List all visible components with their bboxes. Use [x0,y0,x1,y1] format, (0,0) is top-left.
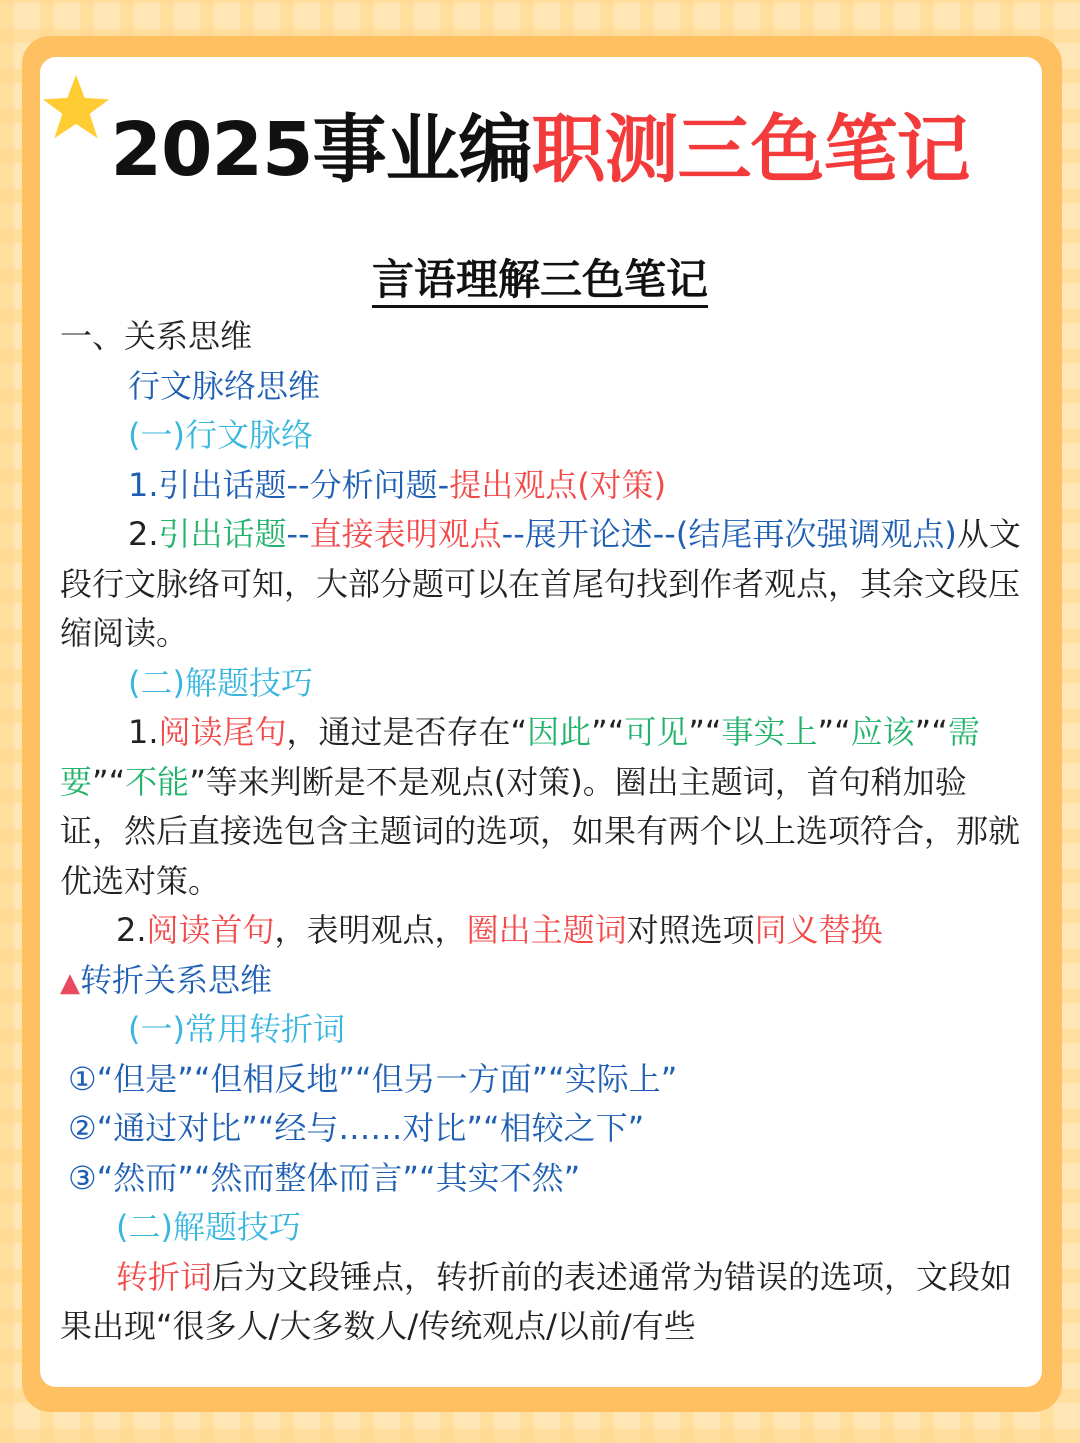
part-title: (二)解题技巧 [128,663,313,702]
triangle-icon: ▲ [60,967,80,998]
paragraph: 转折词后为文段锤点，转折前的表述通常为错误的选项，文段如果出现“很多人/大多数人/传统观点/以前/有些 [60,1257,1013,1345]
section-heading: 一、关系思维 [60,317,253,355]
list-item: 1.阅读尾句，通过是否存在“因此”“可见”“事实上”“应该”“需要”“不能”等来判断是不是观点(对策)。圈出主题词，首句稍加验证，然后直接选包含主题词的选项，如果有两个以上选项符合，那就优选对策。 [60,713,1021,900]
list-item: 2.引出话题--直接表明观点--展开论述--(结尾再次强调观点)从文段行文脉络可知，大部分题可以在首尾句找到作者观点，其余文段压缩阅读。 [60,515,1021,652]
list-item: ①“但是”“但相反地”“但另一方面”“实际上” [68,1059,678,1098]
list-item: ③“然而”“然而整体而言”“其实不然” [68,1158,581,1197]
part-title: (二)解题技巧 [116,1208,301,1246]
part-title: (一)常用转折词 [128,1010,345,1048]
list-item: ②“通过对比”“经与……对比”“相较之下” [68,1109,645,1147]
section-subtitle: 言语理解三色笔记 [0,250,1080,310]
section-heading: ▲转折关系思维 [60,960,273,999]
list-item: 1.引出话题--分析问题-提出观点(对策) [128,465,667,504]
sub-heading: 行文脉络思维 [128,366,321,405]
page-title: 2025事业编职测三色笔记 [110,107,970,193]
note-body [60,312,1022,1352]
part-title: (一)行文脉络 [128,416,313,454]
list-item: 2.阅读首句，表明观点，圈出主题词对照选项同义替换 [116,911,883,949]
